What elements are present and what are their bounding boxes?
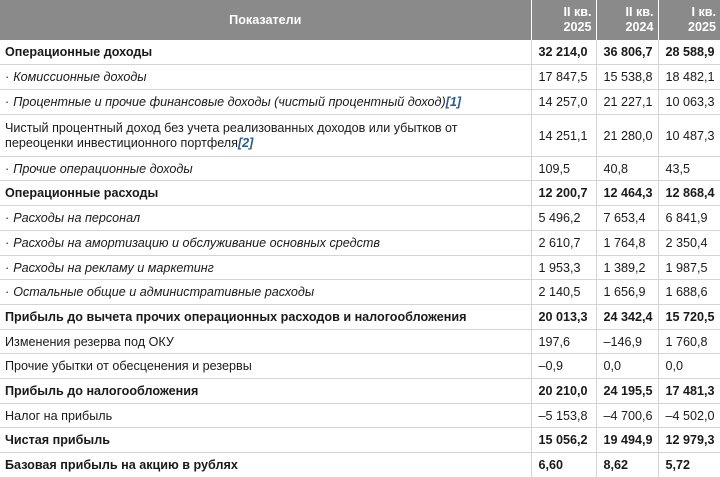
row-value: –4 700,6	[596, 404, 658, 428]
row-label: Чистая прибыль	[0, 428, 531, 453]
row-value: 15 538,8	[596, 65, 658, 90]
row-value: 12 868,4	[658, 181, 720, 206]
row-label: Базовая прибыль на акцию в рублях	[0, 453, 531, 478]
row-value: 5 496,2	[531, 206, 596, 231]
row-value: 2 350,4	[658, 231, 720, 256]
row-value: 20 210,0	[531, 379, 596, 404]
bullet-mark: ·	[5, 236, 10, 250]
bullet-mark: ·	[5, 285, 10, 299]
row-value: 43,5	[658, 157, 720, 181]
table-row	[0, 379, 720, 404]
row-label: Операционные расходы	[0, 181, 531, 206]
table-row	[0, 305, 720, 330]
header-period-q2-2024: II кв. 2024	[596, 0, 658, 40]
row-value: 40,8	[596, 157, 658, 181]
row-value: 1 389,2	[596, 256, 658, 280]
row-value: 21 227,1	[596, 90, 658, 115]
row-label: · Процентные и прочие финансовые доходы (чистый процентный доход)[1]	[0, 90, 531, 115]
row-value: 1 764,8	[596, 231, 658, 256]
row-value: 8,62	[596, 453, 658, 478]
row-value: 12 464,3	[596, 181, 658, 206]
row-value: 19 494,9	[596, 428, 658, 453]
table-row	[0, 280, 720, 305]
row-value: –146,9	[596, 330, 658, 354]
table-row	[0, 115, 720, 157]
row-label: Прибыль до налогообложения	[0, 379, 531, 404]
bullet-mark: ·	[5, 161, 10, 176]
row-value: 15 056,2	[531, 428, 596, 453]
row-value: 12 979,3	[658, 428, 720, 453]
table-row	[0, 453, 720, 478]
table-row	[0, 330, 720, 354]
table-row	[0, 354, 720, 379]
row-value: 10 063,3	[658, 90, 720, 115]
row-value: 17 481,3	[658, 379, 720, 404]
row-value: 36 806,7	[596, 40, 658, 65]
table-row	[0, 90, 720, 115]
row-label: Операционные доходы	[0, 40, 531, 65]
footnote-link[interactable]: [2]	[237, 135, 254, 150]
row-label: · Комиссионные доходы	[0, 65, 531, 90]
row-label: · Расходы на рекламу и маркетинг	[0, 256, 531, 280]
row-value: –0,9	[531, 354, 596, 379]
row-value: 0,0	[596, 354, 658, 379]
row-value: –4 502,0	[658, 404, 720, 428]
table-row	[0, 206, 720, 231]
row-value: 21 280,0	[596, 115, 658, 157]
row-label: Налог на прибыль	[0, 404, 531, 428]
row-value: 28 588,9	[658, 40, 720, 65]
row-label: Изменения резерва под ОКУ	[0, 330, 531, 354]
row-value: 1 688,6	[658, 280, 720, 305]
row-value: 0,0	[658, 354, 720, 379]
bullet-mark: ·	[5, 211, 10, 225]
header-indicators: Показатели	[0, 0, 531, 40]
row-value: 24 342,4	[596, 305, 658, 330]
row-value: 20 013,3	[531, 305, 596, 330]
row-value: 2 140,5	[531, 280, 596, 305]
row-label: Чистый процентный доход без учета реализованных доходов или убытков от переоценки инвестиционного портфеля[2]	[0, 115, 531, 157]
row-value: 24 195,5	[596, 379, 658, 404]
row-value: 14 257,0	[531, 90, 596, 115]
row-label: Прочие убытки от обесценения и резервы	[0, 354, 531, 379]
row-value: 14 251,1	[531, 115, 596, 157]
table-row	[0, 428, 720, 453]
bullet-mark: ·	[5, 95, 10, 109]
row-label: · Остальные общие и административные расходы	[0, 280, 531, 305]
row-value: 15 720,5	[658, 305, 720, 330]
bullet-mark: ·	[5, 70, 10, 84]
row-value: –5 153,8	[531, 404, 596, 428]
table-row	[0, 65, 720, 90]
header-row	[0, 0, 720, 40]
table-row	[0, 404, 720, 428]
row-value: 1 656,9	[596, 280, 658, 305]
row-value: 6,60	[531, 453, 596, 478]
row-value: 32 214,0	[531, 40, 596, 65]
row-value: 17 847,5	[531, 65, 596, 90]
header-period-q2-2025: II кв. 2025	[531, 0, 596, 40]
row-value: 12 200,7	[531, 181, 596, 206]
row-value: 5,72	[658, 453, 720, 478]
row-value: 1 760,8	[658, 330, 720, 354]
footnote-link[interactable]: [1]	[445, 95, 462, 109]
row-label: Прибыль до вычета прочих операционных расходов и налогообложения	[0, 305, 531, 330]
row-value: 7 653,4	[596, 206, 658, 231]
header-period-q1-2025: I кв. 2025	[658, 0, 720, 40]
row-value: 6 841,9	[658, 206, 720, 231]
row-value: 197,6	[531, 330, 596, 354]
row-label: · Расходы на персонал	[0, 206, 531, 231]
row-label: · Расходы на амортизацию и обслуживание основных средств	[0, 231, 531, 256]
row-value: 109,5	[531, 157, 596, 181]
row-value: 1 953,3	[531, 256, 596, 280]
table-row	[0, 181, 720, 206]
table-row	[0, 40, 720, 65]
bullet-mark: ·	[5, 260, 10, 275]
row-value: 2 610,7	[531, 231, 596, 256]
table-row	[0, 256, 720, 280]
row-label: · Прочие операционные доходы	[0, 157, 531, 181]
table-row	[0, 231, 720, 256]
row-value: 18 482,1	[658, 65, 720, 90]
row-value: 1 987,5	[658, 256, 720, 280]
row-value: 10 487,3	[658, 115, 720, 157]
table-row	[0, 157, 720, 181]
